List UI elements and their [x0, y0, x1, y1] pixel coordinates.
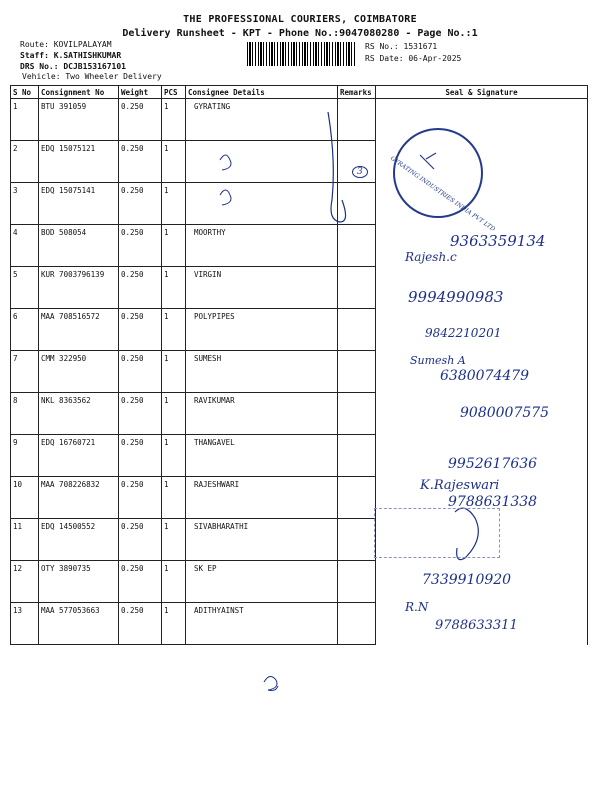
- col-consignment: Consignment No: [39, 86, 119, 99]
- handwritten-phone-4: 9363359134: [450, 232, 546, 250]
- col-remarks: Remarks: [338, 86, 376, 99]
- handwritten-phone-9: 9952617636: [448, 456, 538, 472]
- cell-consignee: [186, 183, 338, 225]
- remark-mark: 3: [352, 166, 368, 178]
- cell-pcs: 1: [162, 519, 186, 561]
- cell-pcs: 1: [162, 141, 186, 183]
- staff-line: Staff: K.SATHISHKUMAR: [20, 51, 122, 60]
- cell-pcs: 1: [162, 267, 186, 309]
- cell-pcs: 1: [162, 393, 186, 435]
- cell-remarks: [338, 267, 376, 309]
- cell-pcs: 1: [162, 603, 186, 645]
- cell-sno: 10: [11, 477, 39, 519]
- vehicle-line: Vehicle: Two Wheeler Delivery: [22, 72, 162, 81]
- cell-pcs: 1: [162, 435, 186, 477]
- cell-weight: 0.250: [119, 561, 162, 603]
- cell-pcs: 1: [162, 183, 186, 225]
- cell-consignment: MAA 577053663: [39, 603, 119, 645]
- cell-consignee: RAVIKUMAR: [186, 393, 338, 435]
- faded-stamp: [374, 508, 500, 558]
- table-row: [11, 141, 588, 183]
- cell-consignee: POLYPIPES: [186, 309, 338, 351]
- cell-weight: 0.250: [119, 351, 162, 393]
- cell-pcs: 1: [162, 477, 186, 519]
- cell-consignee: RAJESHWARI: [186, 477, 338, 519]
- cell-pcs: 1: [162, 99, 186, 141]
- cell-consignment: CMM 322950: [39, 351, 119, 393]
- cell-weight: 0.250: [119, 435, 162, 477]
- cell-consignment: EDQ 15075121: [39, 141, 119, 183]
- table-header: [11, 86, 588, 99]
- cell-consignee: [186, 141, 338, 183]
- handwritten-phone-8: 9080007575: [460, 405, 550, 421]
- handwritten-phone-6: 9842210201: [425, 326, 502, 340]
- cell-pcs: 1: [162, 351, 186, 393]
- cell-consignment: KUR 7003796139: [39, 267, 119, 309]
- cell-pcs: 1: [162, 225, 186, 267]
- runsheet-table: [10, 85, 588, 645]
- cell-sno: 3: [11, 183, 39, 225]
- cell-consignment: EDQ 14500552: [39, 519, 119, 561]
- cell-consignee: VIRGIN: [186, 267, 338, 309]
- cell-consignee: ADITHYAINST: [186, 603, 338, 645]
- cell-remarks: [338, 309, 376, 351]
- cell-consignee: SK EP: [186, 561, 338, 603]
- cell-weight: 0.250: [119, 141, 162, 183]
- cell-remarks: [338, 561, 376, 603]
- cell-weight: 0.250: [119, 519, 162, 561]
- cell-consignment: OTY 3890735: [39, 561, 119, 603]
- cell-remarks: [338, 351, 376, 393]
- route-line: Route: KOVILPALAYAM: [20, 40, 112, 49]
- cell-sno: 12: [11, 561, 39, 603]
- col-pcs: PCS: [162, 86, 186, 99]
- cell-consignee: THANGAVEL: [186, 435, 338, 477]
- runsheet-title: Delivery Runsheet - KPT - Phone No.:9047080280 - Page No.:1: [122, 28, 478, 39]
- cell-weight: 0.250: [119, 225, 162, 267]
- handwritten-phone-12: 7339910920: [422, 572, 512, 588]
- handwritten-phone-10: 9788631338: [448, 494, 538, 510]
- cell-signature: [376, 99, 588, 141]
- cell-sno: 2: [11, 141, 39, 183]
- rs-number: RS No.: 1531671: [365, 42, 438, 51]
- handwritten-phone-5: 9994990983: [408, 288, 504, 306]
- cell-sno: 4: [11, 225, 39, 267]
- cell-weight: 0.250: [119, 309, 162, 351]
- cell-consignee: MOORTHY: [186, 225, 338, 267]
- company-seal-text: GYRATING INDUSTRIES INDIA PVT LTD: [389, 154, 497, 233]
- table-row: [11, 519, 588, 561]
- cell-remarks: [338, 435, 376, 477]
- handwritten-name-7: Sumesh A: [410, 354, 466, 367]
- cell-consignee: GYRATING: [186, 99, 338, 141]
- cell-sno: 6: [11, 309, 39, 351]
- cell-remarks: [338, 603, 376, 645]
- cell-sno: 7: [11, 351, 39, 393]
- cell-remarks: [338, 225, 376, 267]
- cell-consignment: NKL 8363562: [39, 393, 119, 435]
- col-consignee: Consignee Details: [186, 86, 338, 99]
- cell-pcs: 1: [162, 309, 186, 351]
- cell-remarks: [338, 183, 376, 225]
- cell-sno: 1: [11, 99, 39, 141]
- handwritten-name-13: R.N: [405, 600, 429, 614]
- handwritten-phone-7: 6380074479: [440, 368, 530, 384]
- cell-sno: 5: [11, 267, 39, 309]
- cell-remarks: [338, 393, 376, 435]
- cell-sno: 8: [11, 393, 39, 435]
- cell-consignment: EDQ 15075141: [39, 183, 119, 225]
- cell-remarks: [338, 99, 376, 141]
- cell-sno: 13: [11, 603, 39, 645]
- handwritten-name-5: Rajesh.c: [405, 250, 457, 264]
- cell-weight: 0.250: [119, 183, 162, 225]
- drs-line: DRS No.: DCJB153167101: [20, 62, 126, 71]
- cell-consignee: SIVABHARATHI: [186, 519, 338, 561]
- cell-consignment: MAA 708516572: [39, 309, 119, 351]
- cell-sno: 9: [11, 435, 39, 477]
- cell-remarks: [338, 519, 376, 561]
- cell-weight: 0.250: [119, 267, 162, 309]
- cell-weight: 0.250: [119, 99, 162, 141]
- cell-weight: 0.250: [119, 477, 162, 519]
- cell-consignment: EDQ 16760721: [39, 435, 119, 477]
- cell-weight: 0.250: [119, 393, 162, 435]
- col-signature: Seal & Signature: [376, 86, 588, 99]
- cell-weight: 0.250: [119, 603, 162, 645]
- cell-consignment: BOD 508054: [39, 225, 119, 267]
- cell-remarks: [338, 477, 376, 519]
- col-sno: S No: [11, 86, 39, 99]
- cell-sno: 11: [11, 519, 39, 561]
- company-title: THE PROFESSIONAL COURIERS, COIMBATORE: [183, 14, 417, 25]
- cell-consignment: MAA 708226832: [39, 477, 119, 519]
- rs-date: RS Date: 06-Apr-2025: [365, 54, 462, 63]
- table-row: [11, 183, 588, 225]
- handwritten-name-10: K.Rajeswari: [420, 478, 500, 493]
- cell-pcs: 1: [162, 561, 186, 603]
- col-weight: Weight: [119, 86, 162, 99]
- table-row: [11, 99, 588, 141]
- cell-consignment: BTU 391059: [39, 99, 119, 141]
- handwritten-phone-13: 9788633311: [435, 618, 518, 633]
- cell-consignee: SUMESH: [186, 351, 338, 393]
- barcode: [247, 42, 355, 66]
